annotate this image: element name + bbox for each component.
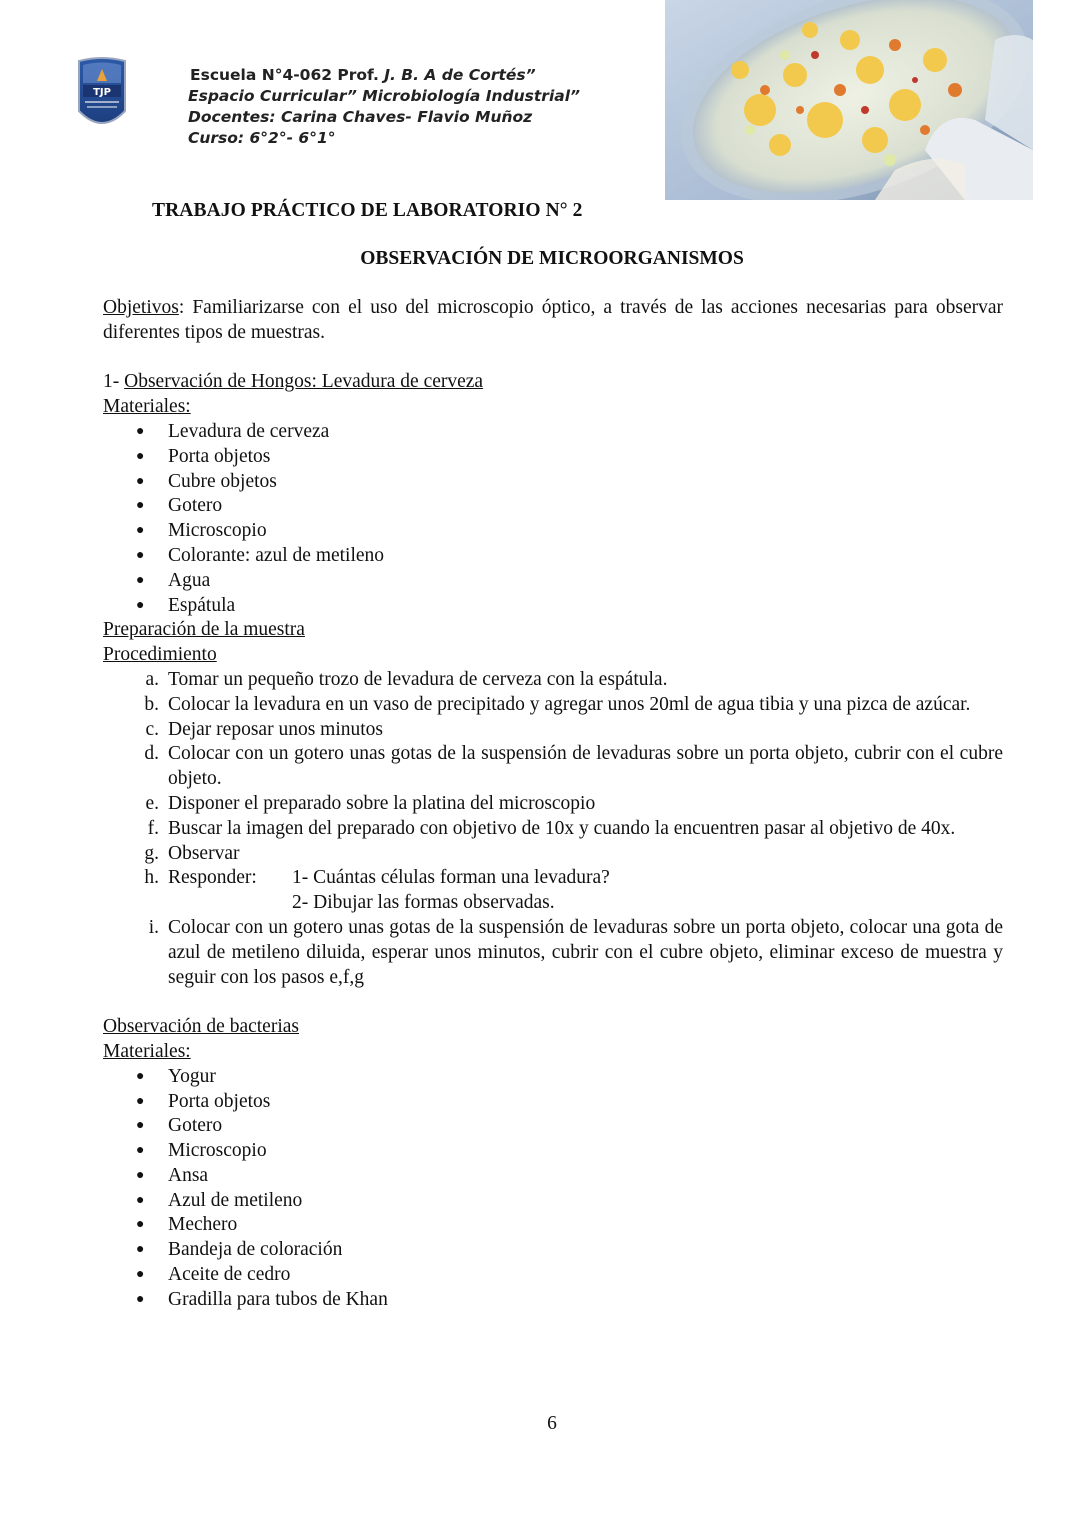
practice-title: TRABAJO PRÁCTICO DE LABORATORIO N° 2: [152, 200, 583, 221]
list-item: ● Ansa: [103, 1164, 1003, 1189]
list-item: ● Porta objetos: [103, 1090, 1003, 1115]
question-1: 1- Cuántas células forman una levadura?: [292, 867, 610, 889]
step-marker: i.: [148, 916, 159, 938]
list-item: ● Agua: [103, 569, 1003, 594]
list-item: ● Gradilla para tubos de Khan: [103, 1288, 1003, 1313]
procedure-step: [103, 693, 1003, 718]
step-marker: a.: [145, 668, 159, 690]
list-item: ● Azul de metileno: [103, 1189, 1003, 1214]
materials-list-bacteria: [103, 1065, 1003, 1313]
list-item: ● Porta objetos: [103, 445, 1003, 470]
step-text: Colocar con un gotero unas gotas de la suspensión de levaduras sobre un porta objeto, colocar una gota de azul de metileno diluida, esperar unos minutos, cubrir con el cubre objeto, eliminar exceso de muestra y seguir con los pasos e,f,g: [168, 916, 1003, 988]
list-item: ● Colorante: azul de metileno: [103, 544, 1003, 569]
step-marker: h.: [144, 867, 159, 889]
section1-heading: [103, 370, 1003, 395]
curricular-space: Espacio Curricular” Microbiología Industrial”: [188, 87, 581, 105]
sample-prep-label: Preparación de la muestra: [103, 619, 305, 641]
school-header: [188, 65, 580, 149]
school-prefix: Escuela N°4-062 Prof.: [190, 66, 385, 84]
list-item: ● Aceite de cedro: [103, 1263, 1003, 1288]
question-2: 2- Dibujar las formas observadas.: [292, 892, 555, 914]
school-name-line: [190, 65, 580, 86]
materials-list-yeast: [103, 420, 1003, 618]
step-marker: b.: [144, 693, 159, 715]
step-text: Dejar reposar unos minutos: [168, 718, 383, 740]
procedure-step-respond: [103, 866, 1003, 916]
list-item: ● Espátula: [103, 594, 1003, 619]
document-body: [103, 296, 1003, 1313]
step-marker: c.: [145, 718, 159, 740]
step-marker: f.: [147, 817, 159, 839]
list-item: ● Gotero: [103, 1114, 1003, 1139]
objectives-label: Objetivos: [103, 297, 179, 318]
materials-label: Materiales:: [103, 396, 191, 418]
step-marker: d.: [144, 743, 159, 765]
step-text: Observar: [168, 842, 240, 864]
step-marker: g.: [144, 842, 159, 864]
course: Curso: 6°2°- 6°1°: [188, 129, 336, 147]
list-item: ● Microscopio: [103, 519, 1003, 544]
section1-number: 1-: [103, 371, 125, 393]
list-item: ● Gotero: [103, 494, 1003, 519]
list-item: ● Cubre objetos: [103, 470, 1003, 495]
objectives-text: : Familiarizarse con el uso del microscopio óptico, a través de las acciones necesarias para observar diferentes tipos de muestras.: [103, 297, 1003, 343]
step-text: Buscar la imagen del preparado con objetivo de 10x y cuando la encuentren pasar al objetivo de 40x.: [168, 817, 956, 839]
procedure-step: [103, 668, 1003, 693]
procedure-label: Procedimiento: [103, 644, 217, 666]
step-marker: e.: [145, 792, 159, 814]
list-item: ● Bandeja de coloración: [103, 1238, 1003, 1263]
page-number: 6: [547, 1413, 557, 1434]
procedure-step: [103, 916, 1003, 990]
main-title: OBSERVACIÓN DE MICROORGANISMOS: [360, 248, 744, 269]
logo-text: TJP: [93, 87, 111, 98]
list-item: ● Yogur: [103, 1065, 1003, 1090]
procedure-steps: [103, 668, 1003, 990]
school-logo: [75, 55, 129, 135]
procedure-step: [103, 792, 1003, 817]
procedure-step: [103, 718, 1003, 743]
step-text: Colocar la levadura en un vaso de precipitado y agregar unos 20ml de agua tibia y una pizca de azúcar.: [168, 693, 971, 715]
petri-dish-photo: [665, 0, 1033, 200]
list-item: ● Levadura de cerveza: [103, 420, 1003, 445]
procedure-step: [103, 842, 1003, 867]
procedure-step: [103, 742, 1003, 792]
list-item: ● Microscopio: [103, 1139, 1003, 1164]
materials-label: Materiales:: [103, 1040, 191, 1062]
list-item: ● Mechero: [103, 1213, 1003, 1238]
step-text: Colocar con un gotero unas gotas de la suspensión de levaduras sobre un porta objeto, cubrir con el cubre objeto.: [168, 743, 1003, 790]
procedure-step: [103, 817, 1003, 842]
section2-title: Observación de bacterias: [103, 1016, 299, 1038]
step-text: Disponer el preparado sobre la platina del microscopio: [168, 792, 596, 814]
school-name: J. B. A de Cortés”: [384, 66, 536, 84]
step-text: Tomar un pequeño trozo de levadura de cerveza con la espátula.: [168, 668, 668, 690]
teachers: Docentes: Carina Chaves- Flavio Muñoz: [188, 108, 533, 126]
section1-title: Observación de Hongos: Levadura de cerveza: [124, 371, 484, 393]
respond-label: Responder:: [168, 867, 257, 889]
objectives: [103, 296, 1003, 346]
